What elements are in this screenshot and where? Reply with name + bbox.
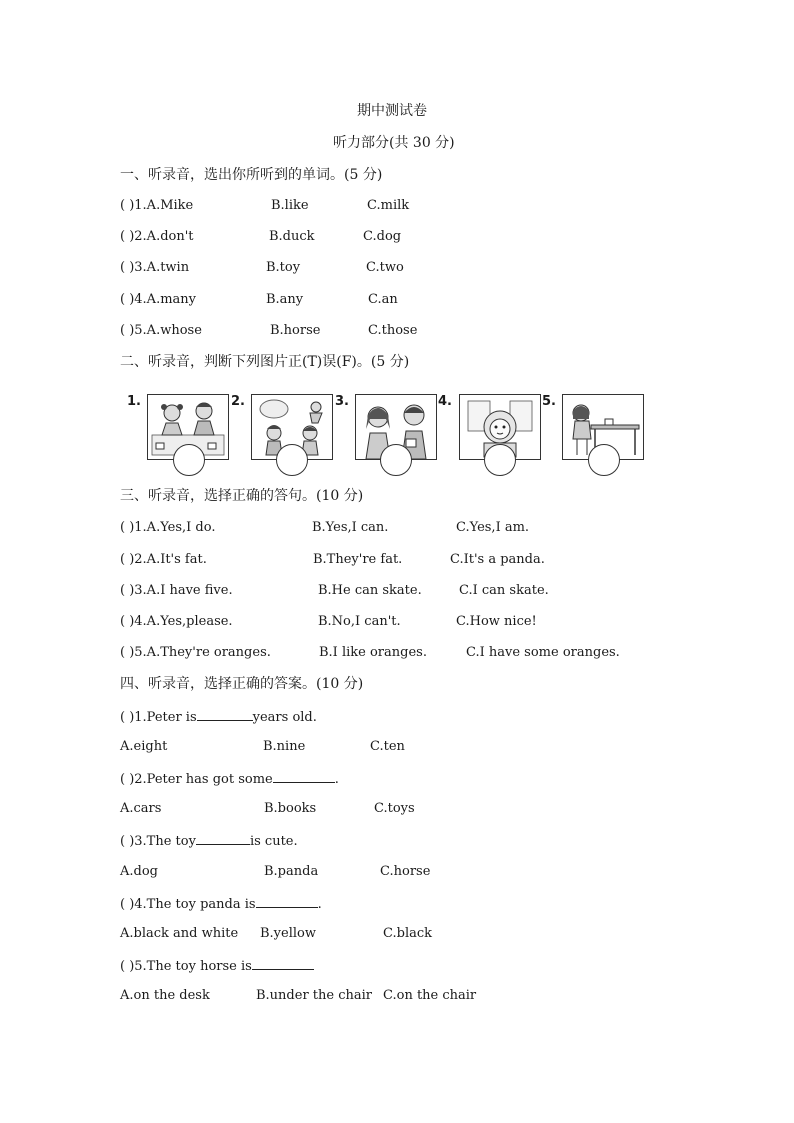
- s4-q1-text: ( )1.Peter is: [120, 710, 197, 725]
- s4-q3-a: A.dog: [120, 864, 158, 879]
- s4-q5: [120, 957, 314, 975]
- s4-q5-text: ( )5.The toy horse is: [120, 959, 252, 974]
- s4-q1-c: C.ten: [370, 739, 405, 754]
- s3-q5-b: B.I like oranges.: [319, 645, 427, 660]
- answer-circle-5[interactable]: [588, 444, 620, 476]
- s4-q4-c: C.black: [383, 926, 433, 941]
- s4-q5-c: C.on the chair: [383, 988, 477, 1003]
- s1-q1-c: C.milk: [367, 198, 410, 213]
- s3-q4: ( )4.A.Yes,please.: [120, 614, 233, 629]
- s1-q2-c: C.dog: [363, 229, 402, 244]
- picture-number-4: 4.: [438, 394, 452, 409]
- section-1-heading: 一、听录音，选出你所听到的单词。(5 分): [120, 167, 383, 183]
- section-3-heading: 三、听录音，选择正确的答句。(10 分): [120, 488, 364, 504]
- s1-q4: ( )4.A.many: [120, 292, 196, 307]
- s3-q1-b: B.Yes,I can.: [312, 520, 389, 535]
- picture-number-3: 3.: [335, 394, 349, 409]
- s1-q3-b: B.toy: [266, 260, 301, 275]
- s4-q5-b: B.under the chair: [256, 988, 372, 1003]
- page-subtitle: 听力部分(共 30 分): [333, 135, 455, 151]
- s4-q4-text: ( )4.The toy panda is: [120, 897, 256, 912]
- s4-q3: [120, 832, 298, 850]
- s1-q5: ( )5.A.whose: [120, 323, 202, 338]
- s3-q5-c: C.I have some oranges.: [466, 645, 620, 660]
- s3-q1-c: C.Yes,I am.: [456, 520, 530, 535]
- s3-q3: ( )3.A.I have five.: [120, 583, 233, 598]
- answer-circle-2[interactable]: [276, 444, 308, 476]
- s4-q4-end: .: [317, 897, 322, 912]
- s4-q5-a: A.on the desk: [120, 988, 210, 1003]
- answer-circle-4[interactable]: [484, 444, 516, 476]
- answer-blank-5[interactable]: [252, 957, 314, 970]
- s4-q2: [120, 770, 339, 788]
- answer-blank-4[interactable]: [256, 895, 318, 908]
- s4-q2-a: A.cars: [120, 801, 162, 816]
- answer-blank-1[interactable]: [197, 708, 253, 721]
- picture-number-5: 5.: [542, 394, 556, 409]
- s4-q2-c: C.toys: [374, 801, 415, 816]
- s1-q3: ( )3.A.twin: [120, 260, 190, 275]
- s1-q5-c: C.those: [368, 323, 418, 338]
- s1-q4-b: B.any: [266, 292, 304, 307]
- answer-blank-3[interactable]: [196, 832, 250, 845]
- s4-q1: [120, 708, 317, 726]
- picture-number-2: 2.: [231, 394, 245, 409]
- s3-q1: ( )1.A.Yes,I do.: [120, 520, 216, 535]
- picture-number-1: 1.: [127, 394, 141, 409]
- s1-q4-c: C.an: [368, 292, 398, 307]
- section-4-heading: 四、听录音，选择正确的答案。(10 分): [120, 676, 364, 692]
- s1-q5-b: B.horse: [270, 323, 321, 338]
- s4-q2-b: B.books: [264, 801, 317, 816]
- s3-q3-c: C.I can skate.: [459, 583, 549, 598]
- s3-q2-c: C.It's a panda.: [450, 552, 545, 567]
- s4-q2-end: .: [334, 772, 339, 787]
- s4-q1-end: years old.: [252, 710, 317, 725]
- answer-circle-3[interactable]: [380, 444, 412, 476]
- s1-q2-b: B.duck: [269, 229, 315, 244]
- s4-q1-a: A.eight: [120, 739, 168, 754]
- s4-q3-end: is cute.: [249, 834, 298, 849]
- s4-q1-b: B.nine: [263, 739, 306, 754]
- s3-q2-b: B.They're fat.: [313, 552, 403, 567]
- s3-q3-b: B.He can skate.: [318, 583, 422, 598]
- s1-q2: ( )2.A.don't: [120, 229, 194, 244]
- s1-q1: ( )1.A.Mike: [120, 198, 194, 213]
- s4-q3-c: C.horse: [380, 864, 431, 879]
- section-2-heading: 二、听录音，判断下列图片正(T)误(F)。(5 分): [120, 354, 410, 370]
- s4-q4: [120, 895, 322, 913]
- s3-q2: ( )2.A.It's fat.: [120, 552, 207, 567]
- s4-q4-b: B.yellow: [260, 926, 316, 941]
- s1-q3-c: C.two: [366, 260, 404, 275]
- s4-q3-text: ( )3.The toy: [120, 834, 196, 849]
- page-title: 期中测试卷: [357, 103, 427, 119]
- s4-q4-a: A.black and white: [120, 926, 239, 941]
- s1-q1-b: B.like: [271, 198, 309, 213]
- s4-q3-b: B.panda: [264, 864, 319, 879]
- answer-blank-2[interactable]: [273, 770, 335, 783]
- s3-q4-c: C.How nice!: [456, 614, 537, 629]
- s4-q2-text: ( )2.Peter has got some: [120, 772, 273, 787]
- s3-q4-b: B.No,I can't.: [318, 614, 401, 629]
- s3-q5: ( )5.A.They're oranges.: [120, 645, 271, 660]
- answer-circle-1[interactable]: [173, 444, 205, 476]
